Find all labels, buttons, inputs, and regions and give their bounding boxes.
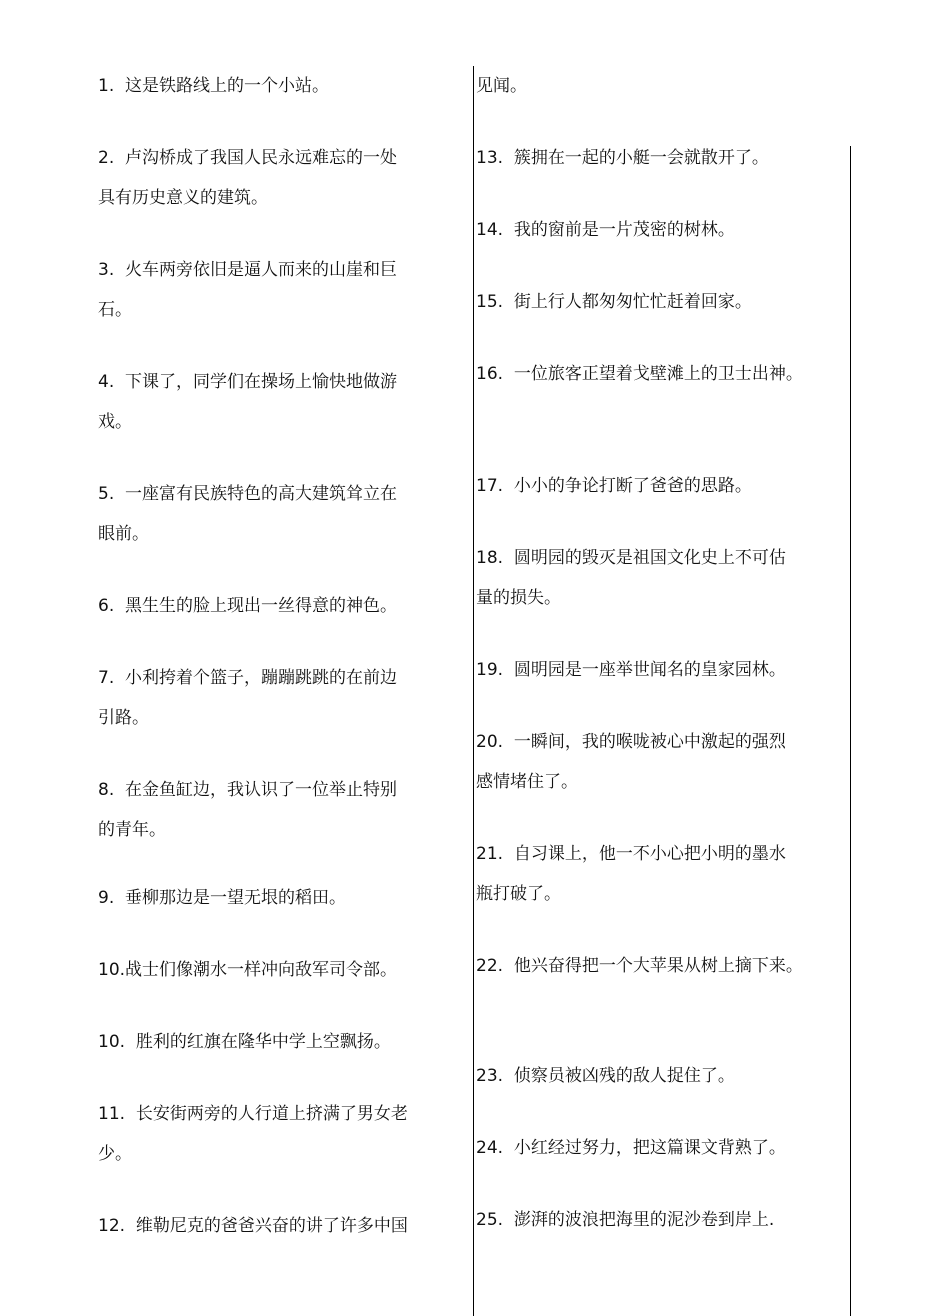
sentence-number: 17.	[476, 476, 504, 496]
number-gap	[125, 1104, 136, 1124]
sentence-number: 3.	[98, 260, 115, 280]
sentence-item	[98, 950, 478, 990]
sentence-item	[98, 474, 478, 514]
sentence-text: 下课了，同学们在操场上愉快地做游	[125, 372, 398, 392]
sentence-item	[476, 722, 868, 762]
number-gap	[503, 732, 514, 752]
sentence-text: 卢沟桥成了我国人民永远难忘的一处	[125, 148, 398, 168]
sentence-continuation: 石。	[98, 300, 132, 320]
number-gap	[503, 956, 514, 976]
sentence-number: 21.	[476, 844, 504, 864]
sentence-text: 簇拥在一起的小艇一会就散开了。	[513, 148, 769, 168]
sentence-text: 他兴奋得把一个大苹果从树上摘下来。	[513, 956, 803, 976]
sentence-text: 我的窗前是一片茂密的树林。	[513, 220, 735, 240]
number-gap	[503, 364, 514, 384]
number-gap	[125, 1032, 136, 1052]
sentence-continuation: 戏。	[98, 412, 132, 432]
sentence-item	[98, 770, 478, 810]
number-gap	[503, 292, 514, 312]
number-gap	[114, 484, 125, 504]
sentence-number: 12.	[98, 1216, 126, 1236]
sentence-number: 11.	[98, 1104, 126, 1124]
sentence-continuation: 引路。	[98, 708, 149, 728]
sentence-item	[98, 250, 478, 290]
sentence-text: 小红经过努力，把这篇课文背熟了。	[513, 1138, 786, 1158]
sentence-item	[476, 946, 868, 986]
sentence-number: 23.	[476, 1066, 504, 1086]
number-gap	[503, 844, 514, 864]
sentence-text: 一座富有民族特色的高大建筑耸立在	[125, 484, 398, 504]
sentence-number: 8.	[98, 780, 115, 800]
sentence-text: 一瞬间，我的喉咙被心中激起的强烈	[513, 732, 786, 752]
sentence-number: 13.	[476, 148, 504, 168]
sentence-number: 22.	[476, 956, 504, 976]
sentence-text: 在金鱼缸边，我认识了一位举止特别	[125, 780, 398, 800]
sentence-item	[476, 354, 868, 394]
sentence-text: 战士们像潮水一样冲向敌军司令部。	[125, 960, 398, 980]
sentence-text: 小小的争论打断了爸爸的思路。	[513, 476, 752, 496]
sentence-continuation: 量的损失。	[476, 588, 561, 608]
sentence-text: 火车两旁依旧是逼人而来的山崖和巨	[125, 260, 398, 280]
sentence-number: 18.	[476, 548, 504, 568]
sentence-number: 24.	[476, 1138, 504, 1158]
sentence-item	[98, 66, 478, 106]
sentence-text: 见闻。	[476, 76, 527, 96]
number-gap	[114, 148, 125, 168]
sentence-continuation: 具有历史意义的建筑。	[98, 188, 268, 208]
number-gap	[503, 1210, 514, 1230]
sentence-item	[476, 66, 868, 106]
number-gap	[503, 548, 514, 568]
sentence-item	[98, 586, 478, 626]
sentence-continuation: 感情堵住了。	[476, 772, 578, 792]
sentence-text: 圆明园是一座举世闻名的皇家园林。	[513, 660, 786, 680]
sentence-item	[476, 466, 868, 506]
sentence-continuation: 眼前。	[98, 524, 149, 544]
sentence-continuation: 瓶打破了。	[476, 884, 561, 904]
sentence-text: 维勒尼克的爸爸兴奋的讲了许多中国	[135, 1216, 408, 1236]
number-gap	[114, 888, 125, 908]
number-gap	[503, 220, 514, 240]
sentence-number: 9.	[98, 888, 115, 908]
sentence-item	[476, 538, 868, 578]
sentence-text: 垂柳那边是一望无垠的稻田。	[125, 888, 347, 908]
number-gap	[503, 1066, 514, 1086]
sentence-item	[98, 362, 478, 402]
sentence-number: 19.	[476, 660, 504, 680]
sentence-text: 胜利的红旗在隆华中学上空飘扬。	[135, 1032, 391, 1052]
number-gap	[114, 780, 125, 800]
sentence-number: 6.	[98, 596, 115, 616]
sentence-text: 侦察员被凶残的敌人捉住了。	[513, 1066, 735, 1086]
sentence-text: 黑生生的脸上现出一丝得意的神色。	[125, 596, 398, 616]
sentence-text: 圆明园的毁灭是祖国文化史上不可估	[513, 548, 786, 568]
sentence-text: 澎湃的波浪把海里的泥沙卷到岸上.	[513, 1210, 775, 1230]
number-gap	[503, 660, 514, 680]
number-gap	[114, 76, 125, 96]
sentence-item	[476, 834, 868, 874]
sentence-continuation: 少。	[98, 1144, 132, 1164]
sentence-text: 这是铁路线上的一个小站。	[125, 76, 330, 96]
sentence-number: 7.	[98, 668, 115, 688]
sentence-item	[476, 138, 868, 178]
sentence-number: 16.	[476, 364, 504, 384]
sentence-number: 14.	[476, 220, 504, 240]
number-gap	[503, 148, 514, 168]
sentence-item	[476, 210, 868, 250]
sentence-text: 小利挎着个篮子，蹦蹦跳跳的在前边	[125, 668, 398, 688]
sentence-item	[98, 1022, 478, 1062]
sentence-item	[476, 650, 868, 690]
sentence-text: 街上行人都匆匆忙忙赶着回家。	[513, 292, 752, 312]
sentence-number: 25.	[476, 1210, 504, 1230]
number-gap	[503, 1138, 514, 1158]
sentence-item	[98, 1206, 478, 1246]
sentence-text: 一位旅客正望着戈壁滩上的卫士出神。	[513, 364, 803, 384]
sentence-item	[98, 138, 478, 178]
sentence-number: 15.	[476, 292, 504, 312]
sentence-continuation: 的青年。	[98, 820, 166, 840]
sentence-number: 10.	[98, 960, 126, 980]
sentence-number: 5.	[98, 484, 115, 504]
sentence-number: 2.	[98, 148, 115, 168]
sentence-number: 10.	[98, 1032, 126, 1052]
sentence-item	[476, 1200, 868, 1240]
number-gap	[114, 668, 125, 688]
sentence-number: 1.	[98, 76, 115, 96]
sentence-item	[98, 1094, 478, 1134]
sentence-number: 20.	[476, 732, 504, 752]
number-gap	[114, 596, 125, 616]
number-gap	[503, 476, 514, 496]
number-gap	[125, 1216, 136, 1236]
sentence-number: 4.	[98, 372, 115, 392]
sentence-item	[98, 878, 478, 918]
sentence-text: 长安街两旁的人行道上挤满了男女老	[135, 1104, 408, 1124]
number-gap	[114, 372, 125, 392]
number-gap	[114, 260, 125, 280]
sentence-item	[476, 1056, 868, 1096]
sentence-item	[476, 282, 868, 322]
sentence-text: 自习课上，他一不小心把小明的墨水	[513, 844, 786, 864]
sentence-item	[476, 1128, 868, 1168]
sentence-item	[98, 658, 478, 698]
